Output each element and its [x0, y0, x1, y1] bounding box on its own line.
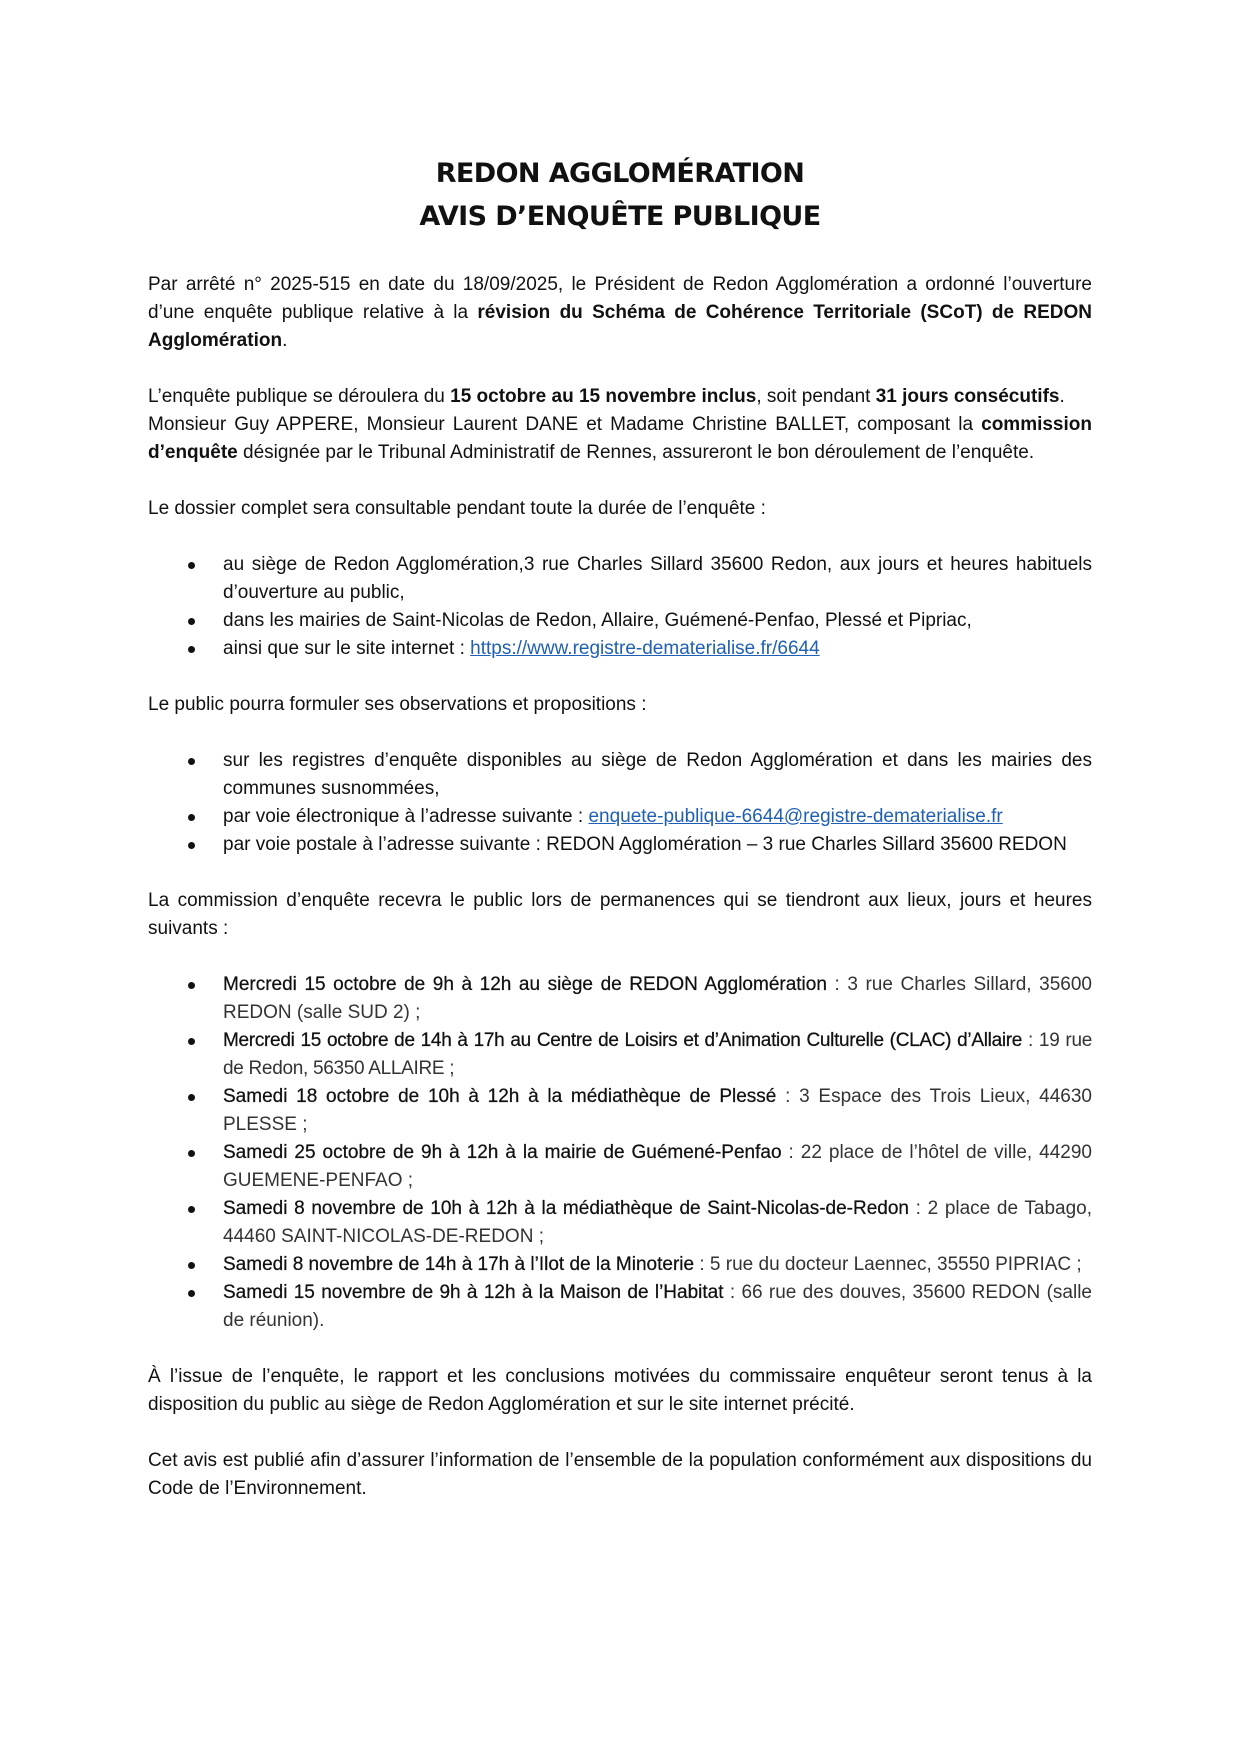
- intro-period: .: [282, 330, 288, 351]
- permanence-address: : 2 place de Tabago, 44460 SAINT-NICOLAS-DE-REDON ;: [223, 1198, 1092, 1247]
- bullet-icon: [188, 1094, 195, 1101]
- bullet-icon: [188, 646, 195, 653]
- observation-item-text: par voie électronique à l’adresse suivante :: [223, 806, 589, 827]
- observation-item: [148, 803, 1092, 831]
- permanence-address: : 3 Espace des Trois Lieux, 44630 PLESSE ;: [223, 1086, 1092, 1135]
- dossier-item-text: au siège de Redon Agglomération,3 rue Charles Sillard 35600 Redon, aux jours et heures habituels d’ouverture au public,: [223, 554, 1092, 603]
- spacer: [148, 663, 1092, 691]
- observation-item: [148, 747, 1092, 803]
- publication-paragraph: Cet avis est publié afin d’assurer l’information de l’ensemble de la population conformément aux dispositions du Code de l’Environnement.: [148, 1450, 1092, 1499]
- bullet-icon: [188, 842, 195, 849]
- spacer: [148, 467, 1092, 495]
- dossier-intro: Le dossier complet sera consultable pendant toute la durée de l’enquête :: [148, 498, 766, 519]
- bullet-icon: [188, 814, 195, 821]
- registry-website-link[interactable]: https://www.registre-dematerialise.fr/6644: [470, 638, 820, 659]
- intro-paragraph: [148, 271, 1092, 355]
- observation-item-text: sur les registres d’enquête disponibles au siège de Redon Agglomération et dans les mairies des communes susnommées,: [223, 750, 1092, 799]
- bullet-icon: [188, 1290, 195, 1297]
- permanence-address: : 5 rue du docteur Laennec, 35550 PIPRIAC ;: [694, 1254, 1082, 1275]
- intro-text: Par arrêté n° 2025-515 en date du 18/09/2025, le Président de Redon Agglomération a ordonné l’ouverture d’une enquête publique relative à la: [148, 274, 1092, 323]
- duration-paragraph: [148, 383, 1092, 411]
- permanence-item: [148, 1139, 1092, 1195]
- permanence-item: [148, 1027, 1092, 1083]
- bullet-icon: [188, 982, 195, 989]
- bullet-icon: [188, 758, 195, 765]
- bullet-icon: [188, 1206, 195, 1213]
- permanence-address: : 19 rue de Redon, 56350 ALLAIRE ;: [223, 1030, 1092, 1079]
- title-line-notice: AVIS D’ENQUÊTE PUBLIQUE: [419, 201, 821, 232]
- permanence-item: [148, 1083, 1092, 1139]
- dossier-item: [148, 551, 1092, 607]
- permanence-schedule: Samedi 8 novembre de 14h à 17h à l’Ilot de la Minoterie: [223, 1254, 695, 1275]
- permanence-schedule: Mercredi 15 octobre de 9h à 12h au siège de REDON Agglomération: [223, 974, 827, 995]
- spacer: [148, 523, 1092, 551]
- registry-email-link[interactable]: enquete-publique-6644@registre-dematerialise.fr: [588, 806, 1003, 827]
- observations-list: [148, 747, 1092, 859]
- duration-text: L’enquête publique se déroulera du: [148, 386, 451, 407]
- dossier-item-text: dans les mairies de Saint-Nicolas de Redon, Allaire, Guémené-Penfao, Plessé et Pipriac,: [223, 610, 972, 631]
- spacer: [148, 943, 1092, 971]
- permanences-list: [148, 971, 1092, 1335]
- commission-paragraph: [148, 411, 1092, 467]
- spacer: [148, 859, 1092, 887]
- permanence-item: [148, 971, 1092, 1027]
- observation-item: [148, 831, 1092, 859]
- permanence-address: : 66 rue des douves, 35600 REDON (salle de réunion).: [223, 1282, 1093, 1331]
- permanence-address: : 3 rue Charles Sillard, 35600 REDON (salle SUD 2) ;: [223, 974, 1092, 1023]
- spacer: [148, 719, 1092, 747]
- dossier-item: [148, 635, 1092, 663]
- commission-text-2: désignée par le Tribunal Administratif de Rennes, assureront le bon déroulement de l’enquête.: [237, 442, 1035, 463]
- permanence-schedule: Mercredi 15 octobre de 14h à 17h au Centre de Loisirs et d’Animation Culturelle (CLAC) d’Allaire: [223, 1030, 1023, 1051]
- spacer: [148, 1419, 1092, 1447]
- permanence-item: [148, 1195, 1092, 1251]
- duration-text-2: , soit pendant: [756, 386, 876, 407]
- dossier-list: [148, 551, 1092, 663]
- bullet-icon: [188, 618, 195, 625]
- permanences-intro: La commission d’enquête recevra le public lors de permanences qui se tiendront aux lieux, jours et heures suivants :: [148, 890, 1092, 939]
- permanence-schedule: Samedi 15 novembre de 9h à 12h à la Maison de l’Habitat: [223, 1282, 724, 1303]
- observations-intro: Le public pourra formuler ses observations et propositions :: [148, 694, 647, 715]
- report-paragraph: À l’issue de l’enquête, le rapport et les conclusions motivées du commissaire enquêteur seront tenus à la disposition du public au siège de Redon Agglomération et sur le site internet précité.: [148, 1366, 1092, 1415]
- duration-dates-bold: 15 octobre au 15 novembre inclus: [450, 386, 757, 407]
- dossier-item: [148, 607, 1092, 635]
- commission-text: Monsieur Guy APPERE, Monsieur Laurent DANE et Madame Christine BALLET, composant la: [148, 414, 982, 435]
- bullet-icon: [188, 1038, 195, 1045]
- document-body: [148, 271, 1092, 1503]
- commission-bold: commission d’enquête: [148, 414, 1092, 463]
- duration-days-bold: 31 jours consécutifs: [875, 386, 1060, 407]
- bullet-icon: [188, 1150, 195, 1157]
- observation-item-text: par voie postale à l’adresse suivante : REDON Agglomération – 3 rue Charles Sillard 35600 REDON: [223, 834, 1067, 855]
- bullet-icon: [188, 562, 195, 569]
- title-line-organization: REDON AGGLOMÉRATION: [435, 158, 805, 189]
- permanence-schedule: Samedi 18 octobre de 10h à 12h à la médiathèque de Plessé: [223, 1086, 777, 1107]
- permanence-address: : 22 place de l’hôtel de ville, 44290 GUEMENE-PENFAO ;: [223, 1142, 1092, 1191]
- duration-period: .: [1059, 386, 1065, 407]
- permanence-schedule: Samedi 8 novembre de 10h à 12h à la médiathèque de Saint-Nicolas-de-Redon: [223, 1198, 909, 1219]
- spacer: [148, 355, 1092, 383]
- dossier-item-text: ainsi que sur le site internet :: [223, 638, 471, 659]
- spacer: [148, 1335, 1092, 1363]
- bullet-icon: [188, 1262, 195, 1269]
- document-title: [148, 152, 1092, 238]
- permanence-item: [148, 1279, 1092, 1335]
- permanence-schedule: Samedi 25 octobre de 9h à 12h à la mairie de Guémené-Penfao: [223, 1142, 782, 1163]
- intro-subject-bold: révision du Schéma de Cohérence Territoriale (SCoT) de REDON Agglomération: [148, 302, 1092, 351]
- permanence-item: [148, 1251, 1092, 1279]
